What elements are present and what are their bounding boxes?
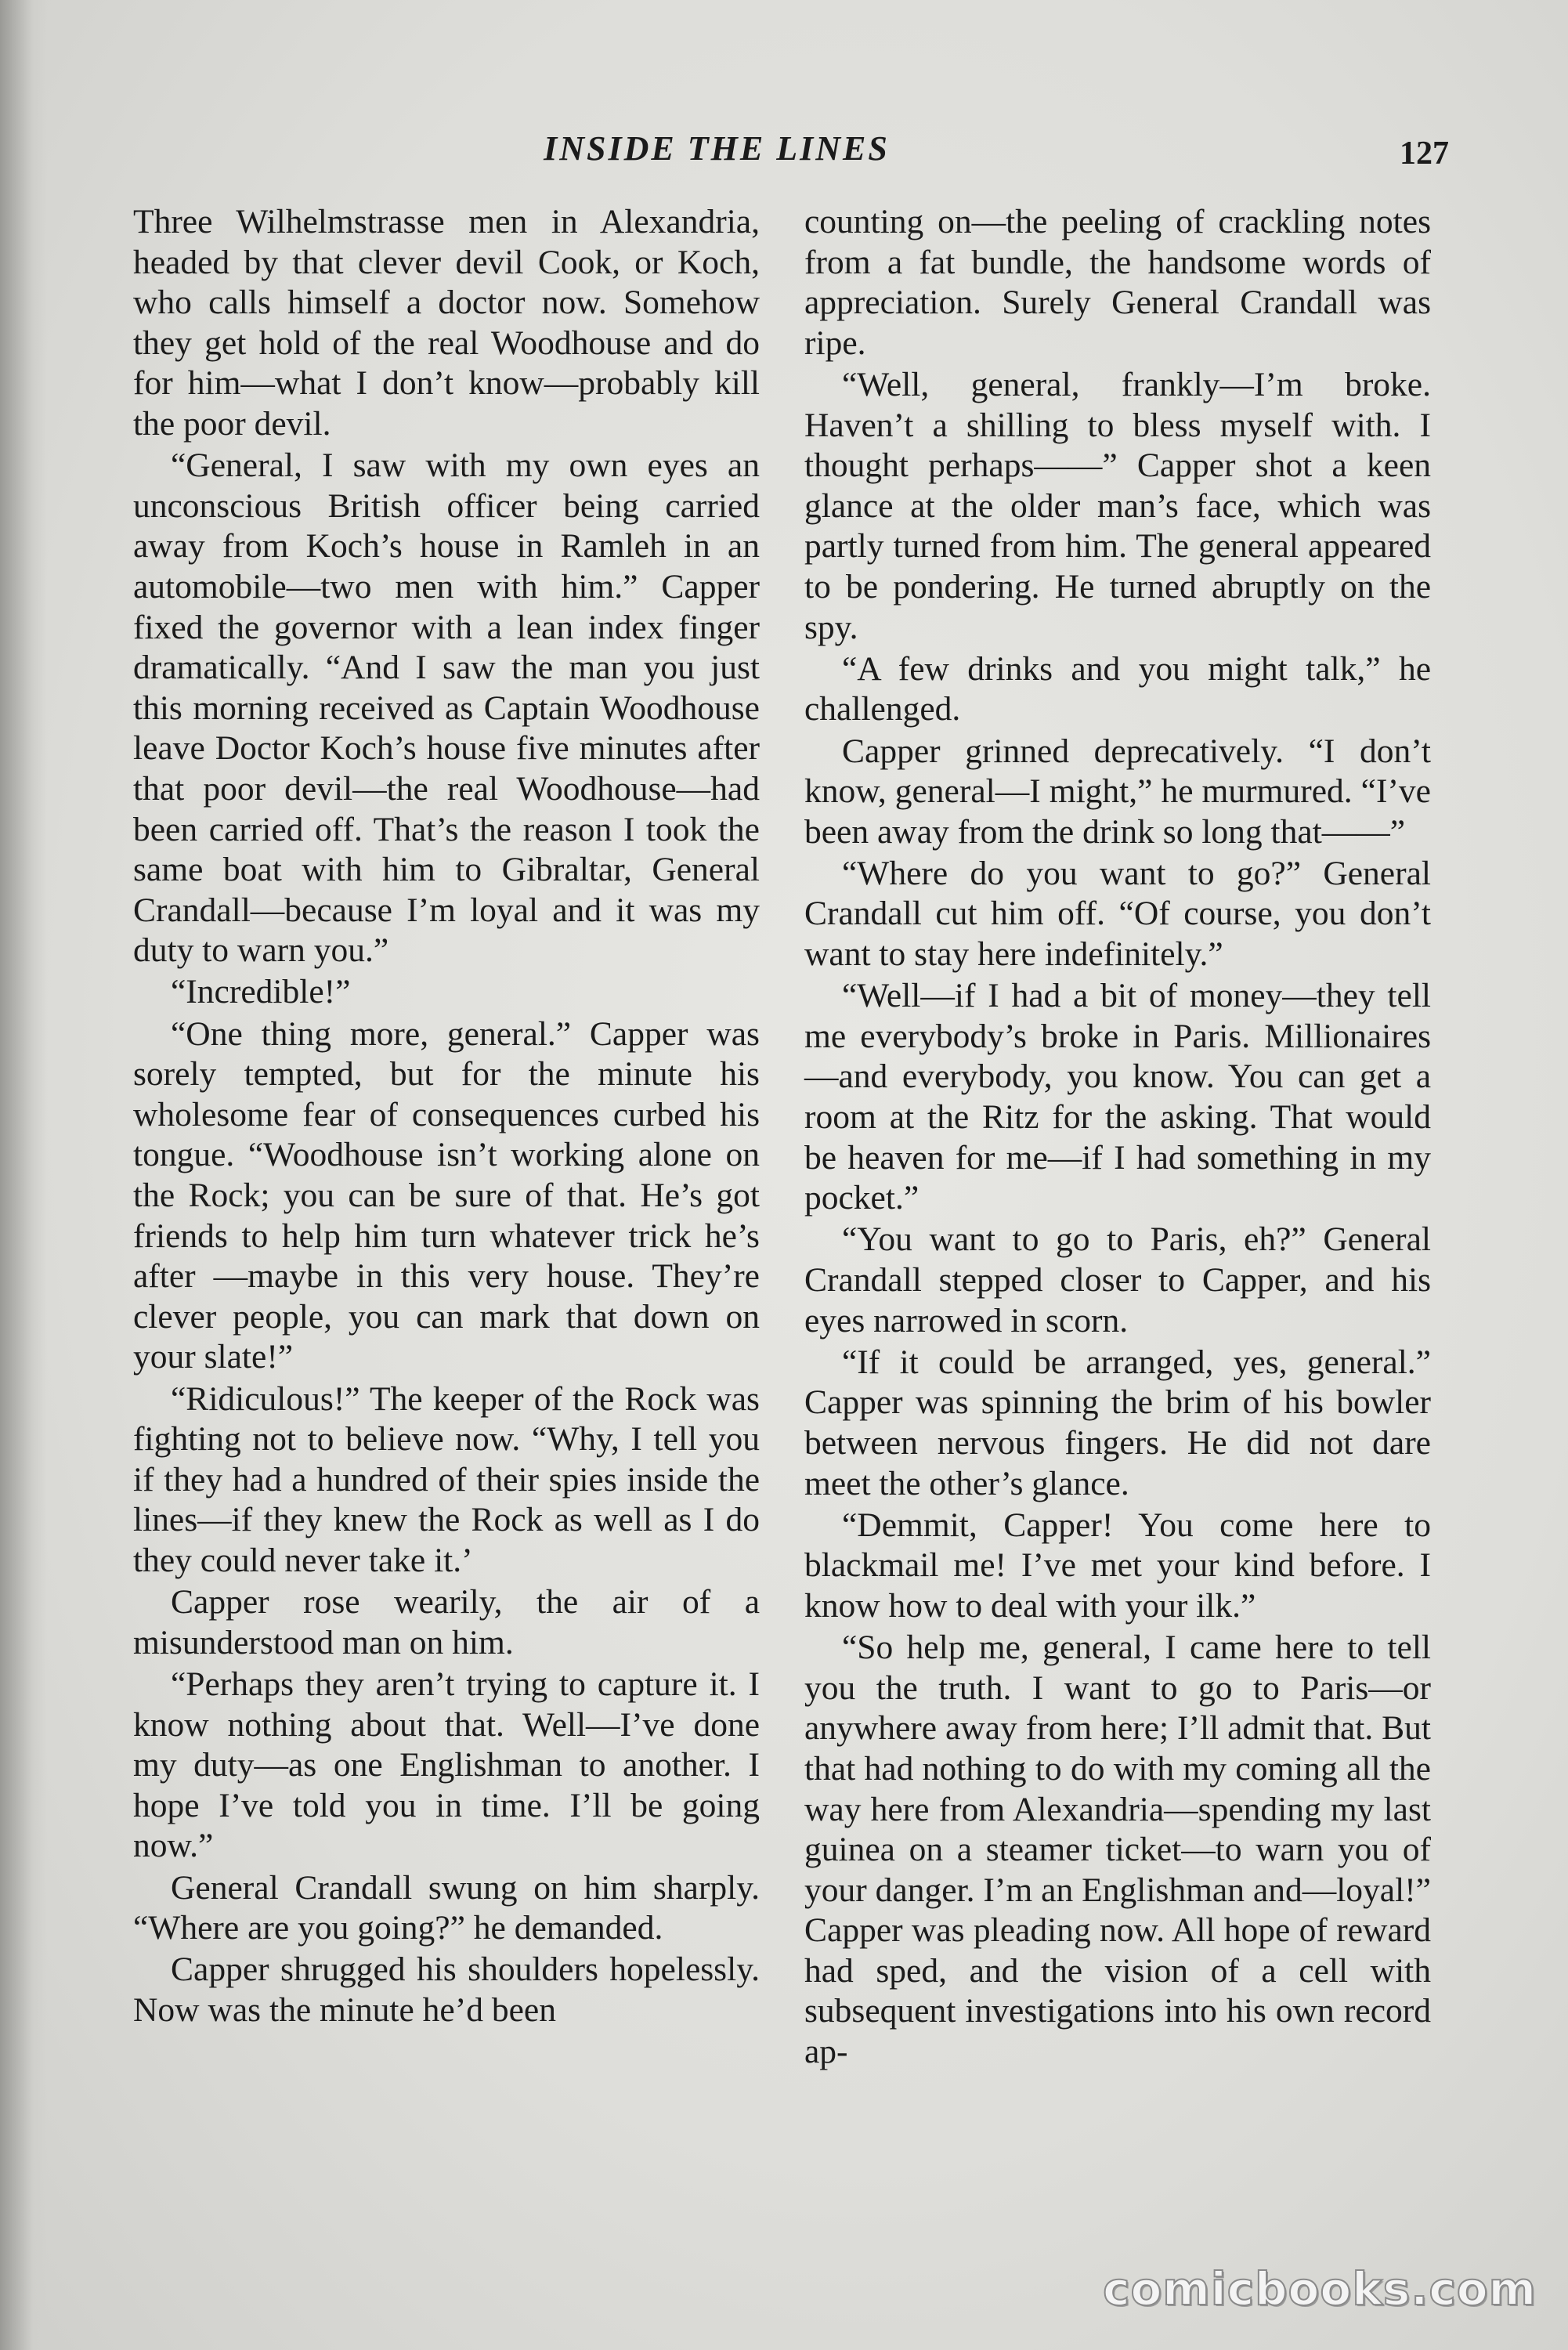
paragraph: “Well, general, frankly—I’m broke. Haven’t a shilling to bless myself with. I thought perhaps——” Capper shot a keen glance at the older man’s face, which was partly turned from him. The general appeared to be pondering. He turned abruptly on the spy. <box>804 365 1431 646</box>
paragraph: “You want to go to Paris, eh?” General Crandall stepped closer to Capper, and his eyes narrowed in scorn. <box>804 1220 1431 1340</box>
paragraph: “Perhaps they aren’t trying to capture it. I know nothing about that. Well—I’ve done my duty—as one Englishman to another. I hope I’ve told you in time. I’ll be going now.” <box>133 1665 760 1865</box>
page-number: 127 <box>1400 136 1449 172</box>
paragraph: “Incredible!” <box>171 973 351 1011</box>
page-header <box>133 125 1449 172</box>
paragraph: “Well—if I had a bit of money—they tell me everybody’s broke in Paris. Millionaires—and everybody, you know. You can get a room at the Ritz for the asking. That would be heaven for me—if I had something in my pocket.” <box>804 977 1431 1217</box>
watermark-logo: comicbooks.com <box>1103 2262 1537 2316</box>
text-column-right <box>804 202 1431 2073</box>
text-column-left <box>133 202 760 2032</box>
paragraph: General Crandall swung on him sharply. “Where are you going?” he demanded. <box>133 1868 760 1947</box>
paragraph: counting on—the peeling of crackling notes from a fat bundle, the handsome words of appreciation. Surely General Crandall was ripe. <box>804 203 1431 362</box>
paragraph: Capper grinned deprecatively. “I don’t know, general—I might,” he murmured. “I’ve been away from the drink so long that——” <box>804 732 1431 851</box>
paragraph: “General, I saw with my own eyes an unconscious British officer being carried away from Koch’s house in Ramleh in an automobile—two men with him.” Capper fixed the governor with a lean index finger dramatically. “And I saw the man you just this morning received as Captain Woodhouse leave Doctor Koch’s house five minutes after that poor devil—the real Woodhouse—had been carried off. That’s the reason I took the same boat with him to Gibraltar, General Crandall—because I’m loyal and it was my duty to warn you.” <box>133 446 760 970</box>
paragraph: Three Wilhelmstrasse men in Alexandria, headed by that clever devil Cook, or Koch, who calls himself a doctor now. Somehow they get hold of the real Woodhouse and do for him—what I don’t know—probably kill the poor devil. <box>133 203 760 443</box>
paragraph: “Demmit, Capper! You come here to blackmail me! I’ve met your kind before. I know how to deal with your ilk.” <box>804 1506 1431 1625</box>
paragraph: “Ridiculous!” The keeper of the Rock was fighting not to believe now. “Why, I tell you if they had a hundred of their spies inside the lines—if they knew the Rock as well as I do they could never take it.’ <box>133 1379 760 1579</box>
running-head: INSIDE THE LINES <box>544 129 890 168</box>
paragraph: Capper shrugged his shoulders hopelessly. Now was the minute he’d been <box>133 1950 760 2029</box>
paragraph: “If it could be arranged, yes, general.” Capper was spinning the brim of his bowler between nervous fingers. He did not dare meet the other’s glance. <box>804 1343 1431 1502</box>
paragraph: “So help me, general, I came here to tell you the truth. I want to go to Paris—or anywhere away from here; I’ll admit that. But that had nothing to do with my coming all the way here from Alexandria—spending my last guinea on a steamer ticket—to warn you of your danger. I’m an Englishman and—loyal!” Capper was pleading now. All hope of reward had sped, and the vision of a cell with subsequent investigations into his own record ap- <box>804 1629 1431 2071</box>
paragraph: “One thing more, general.” Capper was sorely tempted, but for the minute his wholesome fear of consequences curbed his tongue. “Woodhouse isn’t working alone on the Rock; you can be sure of that. He’s got friends to help him turn whatever trick he’s after —maybe in this very house. They’re clever people, you can mark that down on your slate!” <box>133 1014 760 1376</box>
binding-shadow <box>0 0 47 2350</box>
paragraph: “Where do you want to go?” General Crandall cut him off. “Of course, you don’t want to stay here indefinitely.” <box>804 854 1431 974</box>
paragraph: Capper rose wearily, the air of a misunderstood man on him. <box>133 1583 760 1661</box>
paragraph: “A few drinks and you might talk,” he challenged. <box>804 649 1431 728</box>
